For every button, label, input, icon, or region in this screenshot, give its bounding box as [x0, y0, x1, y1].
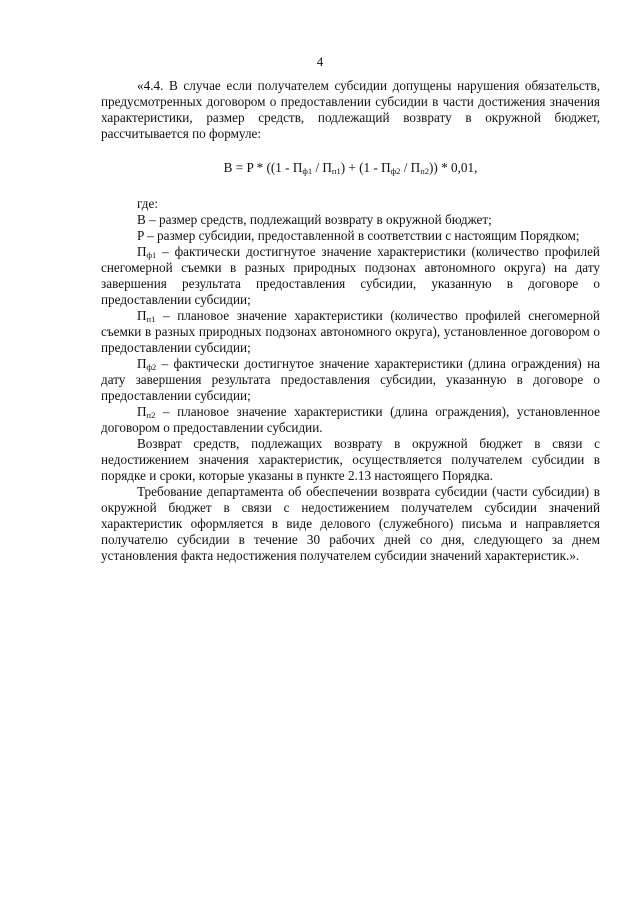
requirement-paragraph: Требование департамента об обеспечении возврата субсидии (части субсидии) в окружной бюджет в связи с недостижением получателем субсидии значений характеристик оформляется в виде делового (служебного) письма и направляется получателю субсидии в течение 30 рабочих дней со дня, следующего за днем установления факта недостижения получателем субсидии значений характеристик.». — [101, 484, 600, 563]
formula-part: / П — [400, 160, 421, 175]
intro-paragraph: «4.4. В случае если получателем субсидии допущены нарушения обязательств, предусмотренных договором о предоставлении субсидии в части достижения значения характеристики, размер средств, подлежащий возврату в окружной бюджет, рассчитывается по формуле: — [101, 78, 600, 141]
symbol: П — [137, 356, 147, 371]
formula-part: ) + (1 - П — [340, 160, 391, 175]
symbol-subscript: п1 — [146, 314, 156, 324]
document-body — [101, 78, 600, 564]
symbol: П — [137, 308, 147, 323]
definition-text: – фактически достигнутое значение характеристики (длина ограждения) на дату завершения результата предоставления субсидии, указанную в договоре о предоставлении субсидии; — [101, 356, 600, 403]
formula-part: / П — [312, 160, 332, 175]
definition-pp1 — [101, 308, 600, 356]
where-label: где: — [137, 196, 158, 211]
formula-part: B = P * ((1 - П — [223, 160, 303, 175]
symbol: П — [137, 404, 147, 419]
formula-subscript: ф1 — [302, 166, 313, 176]
symbol-subscript: п2 — [146, 410, 156, 420]
symbol: П — [137, 244, 147, 259]
definition-b: B – размер средств, подлежащий возврату в окружной бюджет; — [137, 212, 492, 227]
symbol-subscript: ф2 — [146, 362, 157, 372]
formula-subscript: п2 — [420, 166, 430, 176]
symbol-subscript: ф1 — [146, 250, 157, 260]
page-number: 4 — [316, 54, 324, 69]
formula — [101, 160, 600, 176]
definition-pp2 — [101, 404, 600, 436]
formula-subscript: п1 — [331, 166, 341, 176]
return-paragraph: Возврат средств, подлежащих возврату в окружной бюджет в связи с недостижением значения характеристик, осуществляется получателем субсидии в порядке и сроки, которые указаны в пункте 2.13 настоящего Порядка. — [101, 436, 600, 483]
definition-p: P – размер субсидии, предоставленной в соответствии с настоящим Порядком; — [137, 228, 580, 243]
definition-pf2 — [101, 356, 600, 404]
definition-text: – плановое значение характеристики (длина ограждения), установленное договором о предоставлении субсидии. — [101, 404, 600, 435]
formula-subscript: ф2 — [390, 166, 401, 176]
definition-pf1 — [101, 244, 600, 308]
definition-text: – фактически достигнутое значение характеристики (количество профилей снегомерной съемки в разных природных подзонах автономного округа) на дату завершения результата предоставления субсидии, указанную в договоре о предоставлении субсидии; — [101, 244, 600, 307]
formula-part: )) * 0,01, — [429, 160, 478, 175]
definition-text: – плановое значение характеристики (количество профилей снегомерной съемки в разных природных подзонах автономного округа), установленное договором о предоставлении субсидии; — [101, 308, 600, 355]
